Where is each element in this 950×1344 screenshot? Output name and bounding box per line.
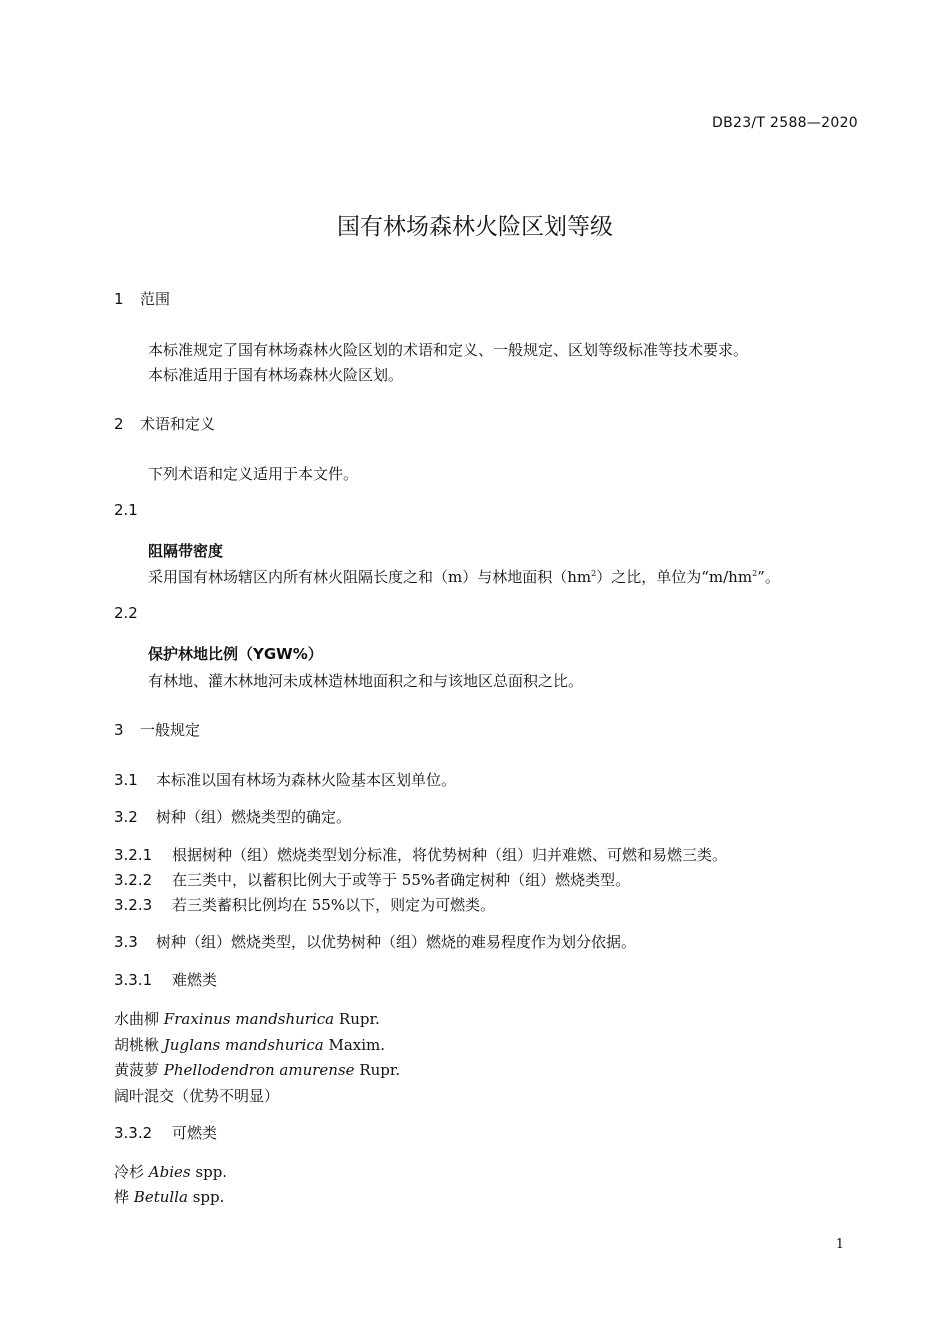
clause-number: 3.3.1 bbox=[114, 971, 153, 989]
paragraph: 本标准适用于国有林场森林火险区划。 bbox=[148, 366, 404, 384]
section-title: 术语和定义 bbox=[140, 415, 216, 433]
species-chinese-name: 水曲柳 bbox=[114, 1010, 160, 1028]
species-latin-name: Betulla bbox=[133, 1188, 188, 1206]
species-author: spp. bbox=[195, 1163, 228, 1181]
section-title: 范围 bbox=[140, 290, 171, 308]
superscript: 2 bbox=[752, 569, 758, 578]
clause-number: 3.3 bbox=[114, 933, 138, 951]
species-latin-name: Fraxinus mandshurica bbox=[163, 1010, 335, 1028]
clause-3-3-2-heading bbox=[114, 1122, 217, 1143]
paragraph: 下列术语和定义适用于本文件。 bbox=[148, 465, 359, 483]
term-name: 保护林地比例（YGW%） bbox=[148, 645, 323, 663]
clause-number: 3.2.2 bbox=[114, 871, 153, 889]
species-author: Rupr. bbox=[359, 1061, 401, 1079]
species-chinese-name: 阔叶混交（优势不明显） bbox=[114, 1087, 280, 1105]
clause-text: 本标准以国有林场为森林火险基本区划单位。 bbox=[156, 771, 457, 789]
section-3-heading bbox=[114, 719, 200, 740]
species-item bbox=[114, 1034, 385, 1055]
term-number: 2.2 bbox=[114, 604, 138, 622]
clause-number: 3.2.3 bbox=[114, 896, 153, 914]
clause-number: 3.1 bbox=[114, 771, 138, 789]
clause-3-2-1 bbox=[114, 844, 727, 865]
species-item bbox=[114, 1085, 279, 1106]
clause-3-2-2 bbox=[114, 869, 630, 890]
term-name: 阻隔带密度 bbox=[148, 542, 224, 560]
species-item bbox=[114, 1008, 380, 1029]
clause-title: 可燃类 bbox=[172, 1124, 218, 1142]
species-chinese-name: 冷杉 bbox=[114, 1163, 145, 1181]
species-author: spp. bbox=[192, 1188, 225, 1206]
species-author: Rupr. bbox=[338, 1010, 380, 1028]
section-2-heading bbox=[114, 413, 215, 434]
superscript: 2 bbox=[591, 569, 597, 578]
clause-3-3-1-heading bbox=[114, 969, 217, 990]
clause-3-2 bbox=[114, 806, 351, 827]
definition-text: 采用国有林场辖区内所有林火阻隔长度之和（m）与林地面积（hm bbox=[148, 568, 592, 586]
species-chinese-name: 胡桃楸 bbox=[114, 1036, 160, 1054]
term-definition bbox=[148, 566, 780, 587]
clause-title: 难燃类 bbox=[172, 971, 218, 989]
clause-text: 若三类蓄积比例均在 55%以下，则定为可燃类。 bbox=[172, 896, 496, 914]
clause-3-1 bbox=[114, 769, 456, 790]
species-latin-name: Phellodendron amurense bbox=[163, 1061, 355, 1079]
species-author: Maxim. bbox=[328, 1036, 386, 1054]
species-latin-name: Juglans mandshurica bbox=[163, 1036, 324, 1054]
species-latin-name: Abies bbox=[148, 1163, 191, 1181]
standard-code: DB23/T 2588—2020 bbox=[712, 115, 858, 131]
clause-3-2-3 bbox=[114, 894, 495, 915]
species-item bbox=[114, 1059, 400, 1080]
section-number: 1 bbox=[114, 290, 124, 308]
clause-text: 树种（组）燃烧类型的确定。 bbox=[156, 808, 352, 826]
clause-number: 3.2 bbox=[114, 808, 138, 826]
definition-text: ”。 bbox=[757, 568, 780, 586]
clause-3-3 bbox=[114, 931, 636, 952]
definition-text: ）之比，单位为“m/hm bbox=[596, 568, 753, 586]
page-number: 1 bbox=[835, 1237, 844, 1252]
section-1-heading bbox=[114, 288, 170, 309]
species-item bbox=[114, 1186, 224, 1207]
section-number: 2 bbox=[114, 415, 124, 433]
term-number: 2.1 bbox=[114, 501, 138, 519]
species-chinese-name: 桦 bbox=[114, 1188, 130, 1206]
clause-number: 3.3.2 bbox=[114, 1124, 153, 1142]
section-number: 3 bbox=[114, 721, 124, 739]
clause-number: 3.2.1 bbox=[114, 846, 153, 864]
term-definition: 有林地、灌木林地河未成林造林地面积之和与该地区总面积之比。 bbox=[148, 672, 584, 690]
clause-text: 根据树种（组）燃烧类型划分标准，将优势树种（组）归并难燃、可燃和易燃三类。 bbox=[172, 846, 728, 864]
species-chinese-name: 黄菠萝 bbox=[114, 1061, 160, 1079]
clause-text: 在三类中，以蓄积比例大于或等于 55%者确定树种（组）燃烧类型。 bbox=[172, 871, 631, 889]
document-title: 国有林场森林火险区划等级 bbox=[337, 214, 613, 240]
paragraph: 本标准规定了国有林场森林火险区划的术语和定义、一般规定、区划等级标准等技术要求。 bbox=[148, 341, 749, 359]
species-item bbox=[114, 1161, 227, 1182]
clause-text: 树种（组）燃烧类型，以优势树种（组）燃烧的难易程度作为划分依据。 bbox=[156, 933, 637, 951]
section-title: 一般规定 bbox=[140, 721, 201, 739]
